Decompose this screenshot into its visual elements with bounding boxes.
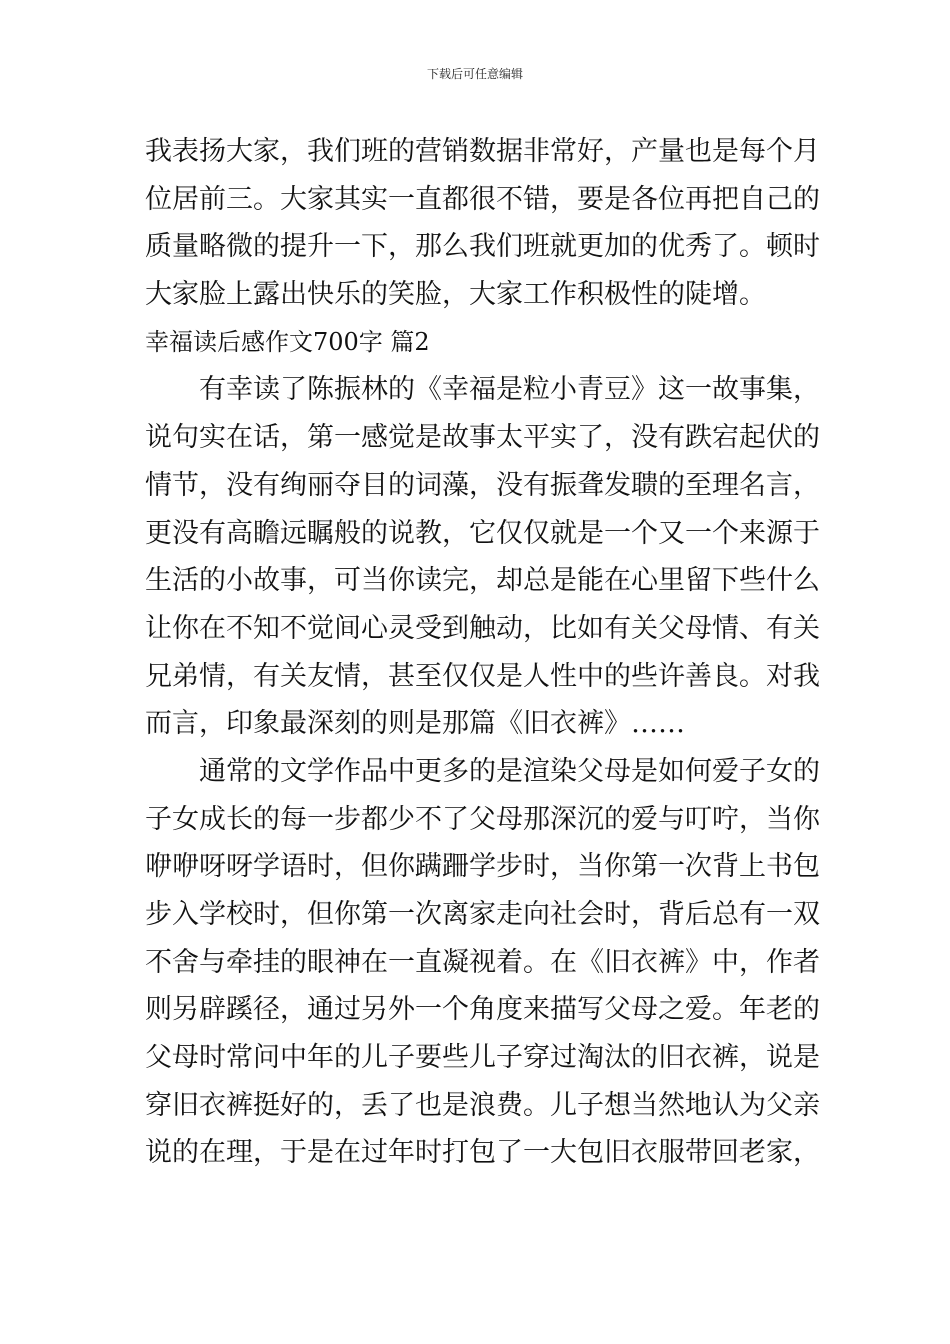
paragraph-2-line-1: 有幸读了陈振林的《幸福是粒小青豆》这一故事集， <box>199 374 820 406</box>
paragraph-2-line-7: 兄弟情，有关友情，甚至仅仅是人性中的些许善良。对我 <box>145 660 820 692</box>
paragraph-3-line-6: 则另辟蹊径，通过另外一个角度来描写父母之爱。年老的 <box>145 994 820 1026</box>
paragraph-3-line-7: 父母时常问中年的儿子要些儿子穿过淘汰的旧衣裤，说是 <box>145 1042 820 1074</box>
paragraph-1-line-4: 大家脸上露出快乐的笑脸，大家工作积极性的陡增。 <box>145 279 766 311</box>
paragraph-3-line-5: 不舍与牵挂的眼神在一直凝视着。在《旧衣裤》中，作者 <box>145 946 820 978</box>
paragraph-2-line-4: 更没有高瞻远瞩般的说教，它仅仅就是一个又一个来源于 <box>145 517 820 549</box>
paragraph-3-line-8: 穿旧衣裤挺好的，丢了也是浪费。儿子想当然地认为父亲 <box>145 1089 820 1121</box>
paragraph-2-line-8: 而言，印象最深刻的则是那篇《旧衣裤》…… <box>145 708 685 740</box>
paragraph-3-line-3: 咿咿呀呀学语时，但你蹒跚学步时，当你第一次背上书包 <box>145 851 820 883</box>
paragraph-1-line-3: 质量略微的提升一下，那么我们班就更加的优秀了。顿时 <box>145 231 820 263</box>
paragraph-1-line-1: 我表扬大家，我们班的营销数据非常好，产量也是每个月 <box>145 136 820 167</box>
paragraph-2-line-5: 生活的小故事，可当你读完，却总是能在心里留下些什么 <box>145 565 820 597</box>
paragraph-2-line-2: 说句实在话，第一感觉是故事太平实了，没有跌宕起伏的 <box>145 422 820 454</box>
paragraph-3-line-2: 子女成长的每一步都少不了父母那深沉的爱与叮咛，当你 <box>145 803 820 835</box>
paragraph-3-line-9: 说的在理，于是在过年时打包了一大包旧衣服带回老家， <box>145 1137 820 1169</box>
page-header: 下载后可任意编辑 <box>426 67 523 81</box>
paragraph-2-line-3: 情节，没有绚丽夺目的词藻，没有振聋发聩的至理名言， <box>145 469 820 501</box>
paragraph-3-line-4: 步入学校时，但你第一次离家走向社会时，背后总有一双 <box>145 899 820 930</box>
section-heading: 幸福读后感作文700字 篇2 <box>145 327 430 356</box>
paragraph-1-line-2: 位居前三。大家其实一直都很不错，要是各位再把自己的 <box>145 183 820 215</box>
body-text <box>145 128 820 1177</box>
paragraph-3-line-1: 通常的文学作品中更多的是渲染父母是如何爱子女的 <box>199 755 820 787</box>
paragraph-2-line-6: 让你在不知不觉间心灵受到触动，比如有关父母情、有关 <box>145 612 820 644</box>
